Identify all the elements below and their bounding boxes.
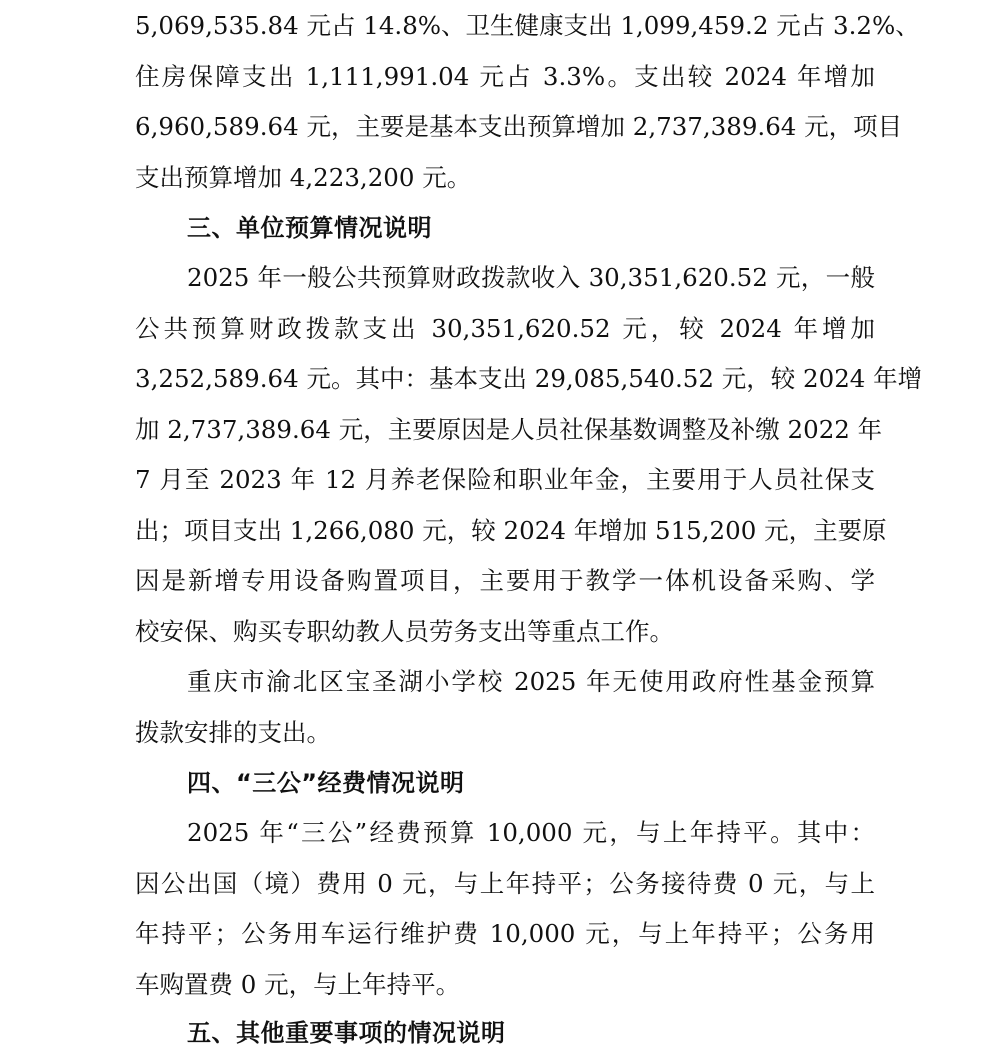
text-line: 住房保障支出 1,111,991.04 元占 3.3%。支出较 2024 年增加	[135, 62, 875, 91]
section-heading: 五、其他重要事项的情况说明	[187, 1019, 506, 1047]
text-line: 6,960,589.64 元，主要是基本支出预算增加 2,737,389.64 元，项目	[135, 112, 903, 141]
section-heading: 三、单位预算情况说明	[187, 214, 432, 242]
text-line: 支出预算增加 4,223,200 元。	[135, 163, 472, 192]
text-line: 2025 年“三公”经费预算 10,000 元，与上年持平。其中：	[187, 818, 875, 847]
text-line: 年持平；公务用车运行维护费 10,000 元，与上年持平；公务用	[135, 919, 875, 948]
text-line: 车购置费 0 元，与上年持平。	[135, 970, 461, 999]
text-line: 重庆市渝北区宝圣湖小学校 2025 年无使用政府性基金预算	[187, 667, 875, 696]
text-line: 拨款安排的支出。	[135, 718, 331, 747]
text-line: 2025 年一般公共预算财政拨款收入 30,351,620.52 元，一般	[187, 263, 875, 292]
text-line: 出；项目支出 1,266,080 元，较 2024 年增加 515,200 元，主要原	[135, 516, 887, 545]
text-line: 校安保、购买专职幼教人员劳务支出等重点工作。	[135, 617, 674, 646]
text-line: 7 月至 2023 年 12 月养老保险和职业年金，主要用于人员社保支	[135, 465, 875, 494]
text-line: 因是新增专用设备购置项目，主要用于教学一体机设备采购、学	[135, 566, 875, 595]
text-line: 因公出国（境）费用 0 元，与上年持平；公务接待费 0 元，与上	[135, 869, 875, 898]
text-line: 加 2,737,389.64 元，主要原因是人员社保基数调整及补缴 2022 年	[135, 415, 883, 444]
text-line: 公共预算财政拨款支出 30,351,620.52 元，较 2024 年增加	[135, 314, 875, 343]
text-line: 5,069,535.84 元占 14.8%、卫生健康支出 1,099,459.2 元占 3.2%、	[135, 11, 920, 40]
section-heading: 四、“三公”经费情况说明	[187, 769, 465, 797]
text-line: 3,252,589.64 元。其中：基本支出 29,085,540.52 元，较 2024 年增	[135, 364, 923, 393]
